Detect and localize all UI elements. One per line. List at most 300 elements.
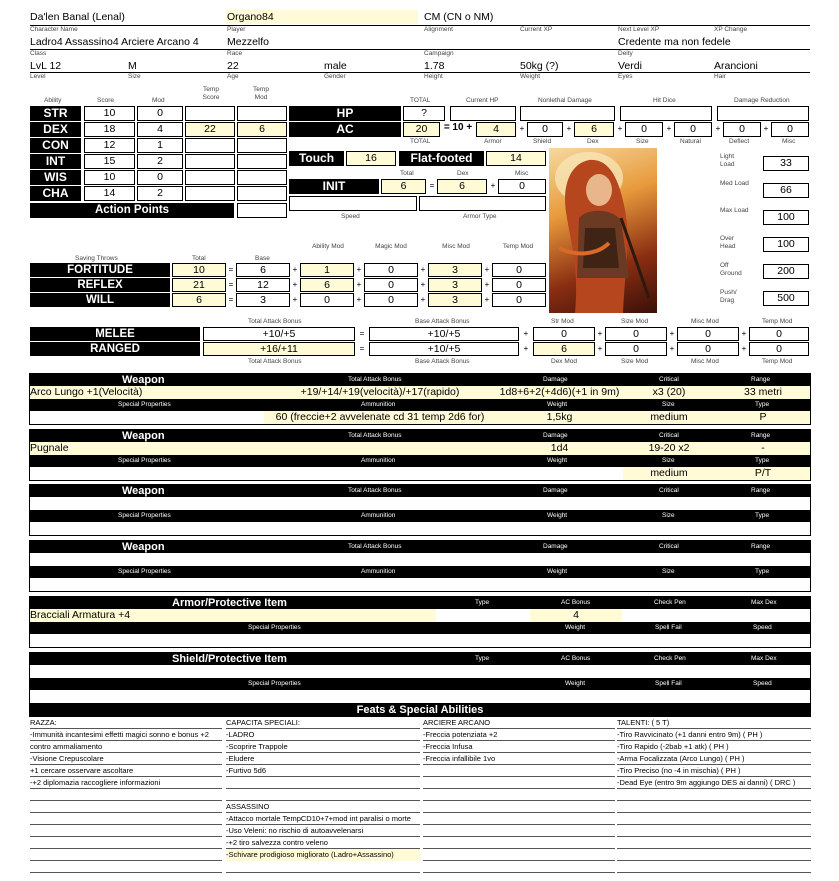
player-name[interactable]: Organo84 [227, 11, 274, 23]
weapon-title: Weapon [122, 541, 165, 553]
ftr-total-attack: Total Attack Bonus [248, 358, 302, 365]
portrait-illustration [549, 148, 657, 313]
character-hair[interactable]: Arancioni [714, 60, 758, 72]
weapon-damage[interactable]: 1d4 [550, 442, 569, 454]
character-eyes[interactable]: Verdi [618, 60, 642, 72]
character-gender[interactable]: male [324, 60, 347, 72]
initiative-dex[interactable]: 6 [437, 179, 487, 194]
lbl-ac-shield: Shield [533, 138, 552, 145]
feat-line: -LADRO [226, 730, 255, 739]
will-ability[interactable]: 0 [300, 293, 354, 307]
feat-line: TALENTI: ( 5 T) [617, 718, 670, 727]
ability-wis-label: WIS [30, 170, 81, 185]
melee-total[interactable]: +10/+5 [203, 327, 355, 341]
lbl-alignment: Alignment [424, 26, 453, 33]
ac-shield[interactable]: 0 [527, 122, 563, 137]
lbl-level: Level [30, 73, 46, 80]
reflex-magic[interactable]: 0 [364, 278, 418, 292]
feat-line: CAPACITA SPECIALI: [226, 718, 300, 727]
hdr-save-magic: Magic Mod [375, 243, 407, 250]
feat-line: -Freccia infallibile 1vo [423, 754, 496, 763]
con-mod[interactable]: 1 [137, 138, 183, 153]
feats-title: Feats & Special Abilities [29, 704, 811, 717]
feat-rule-line [617, 872, 811, 873]
feat-line: RAZZA: [30, 718, 57, 727]
lbl-weight: Weight [520, 73, 541, 80]
lbl-ac-natural: Natural [680, 138, 701, 145]
hdr-damage-reduction: Damage Reduction [734, 97, 790, 104]
lbl-special-properties: Special Properties [248, 680, 301, 687]
lbl-special-properties: Special Properties [248, 624, 301, 631]
op-plus: + [420, 280, 426, 289]
lbl-age: Age [227, 73, 239, 80]
hdr-total-attack: Total Attack Bonus [248, 318, 302, 325]
hdr-temp-score: Temp Score [202, 86, 220, 101]
feat-line: -Uso Veleni: no rischio di autoavvelenarsi [226, 826, 364, 835]
feat-rule-line [423, 776, 615, 777]
weapon-size[interactable]: medium [650, 467, 688, 479]
lbl-ac-bonus: AC Bonus [561, 655, 591, 662]
reflex-ability[interactable]: 6 [300, 278, 354, 292]
weapon-size[interactable]: medium [650, 411, 688, 423]
weapon-critical[interactable]: 19-20 x2 [648, 442, 690, 454]
weapon-weight[interactable]: 1,5kg [546, 411, 573, 423]
fortitude-base[interactable]: 6 [236, 263, 290, 277]
armor-name[interactable]: Bracciali Armatura +4 [30, 609, 131, 621]
hdr-saving-throws: Saving Throws [75, 255, 118, 262]
wis-mod[interactable]: 0 [137, 170, 183, 185]
feat-line: -+2 diplomazia raccogliere informazioni [30, 778, 161, 787]
lbl-critical: Critical [659, 543, 679, 550]
push-drag-label: Push/ Drag [720, 289, 737, 304]
feat-rule-line [617, 848, 811, 849]
weapon-block-4 [29, 540, 811, 592]
header-line-3 [30, 72, 810, 73]
lbl-range: Range [751, 432, 771, 439]
op-plus: + [484, 295, 490, 304]
weapon-header-bar [30, 485, 810, 497]
over-head-label: Over Head [720, 235, 736, 250]
lbl-type: Type [755, 512, 770, 519]
current-hp[interactable] [450, 106, 516, 121]
feat-line: -Attacco mortale TempCD10+7+mod int paralisi o morte [226, 814, 411, 823]
max-load-value[interactable]: 100 [763, 210, 809, 225]
lbl-ammunition: Ammunition [361, 512, 396, 519]
con-temp-score[interactable] [185, 138, 235, 153]
hdr-save-ability: Ability Mod [312, 243, 344, 250]
hdr-str-mod: Str Mod [551, 318, 574, 325]
lbl-weight: Weight [565, 680, 586, 687]
lbl-check-pen: Check Pen [654, 655, 686, 662]
fortitude-magic[interactable]: 0 [364, 263, 418, 277]
feat-rule-line [423, 812, 615, 813]
will-base[interactable]: 3 [236, 293, 290, 307]
op-equals: = [228, 295, 234, 304]
speed-field[interactable] [289, 196, 417, 211]
op-plus: + [292, 265, 298, 274]
action-points-label: Action Points [30, 203, 234, 218]
ability-str-label: STR [30, 106, 81, 121]
weapon-name[interactable]: Arco Lungo +1(Velocità) [30, 386, 143, 398]
op-plus: + [356, 280, 362, 289]
ac-natural[interactable]: 0 [674, 122, 712, 137]
ac-base-ten: = 10 + [443, 122, 473, 133]
wis-temp-score[interactable] [185, 170, 235, 185]
op-equals: = [359, 329, 365, 338]
lbl-ammunition: Ammunition [361, 568, 396, 575]
cha-score[interactable]: 14 [84, 186, 135, 201]
character-height[interactable]: 1.78 [424, 60, 445, 72]
fortitude-misc[interactable]: 3 [428, 263, 482, 277]
lbl-damage: Damage [543, 487, 568, 494]
weapon-subheader-bar [30, 399, 810, 411]
con-score[interactable]: 12 [84, 138, 135, 153]
weapon-name[interactable]: Pugnale [30, 442, 69, 454]
ac-label: AC [289, 122, 401, 137]
lbl-init-total: Total [400, 170, 414, 177]
lbl-deity: Deity [618, 50, 633, 57]
weapon-subheader-bar [30, 455, 810, 467]
med-load-value[interactable]: 66 [763, 183, 809, 198]
lbl-eyes: Eyes [618, 73, 633, 80]
melee-misc[interactable]: 0 [677, 327, 739, 341]
lbl-range: Range [751, 376, 771, 383]
ac-misc[interactable]: 0 [771, 122, 809, 137]
op-plus: + [715, 124, 721, 133]
lbl-height: Height [424, 73, 443, 80]
feat-line: -Tiro Preciso (no -4 in mischia) ( PH ) [617, 766, 741, 775]
lbl-size: Size [662, 512, 675, 519]
touch-ac[interactable]: 16 [346, 151, 396, 166]
will-temp[interactable]: 0 [492, 293, 546, 307]
over-head-value[interactable]: 100 [763, 237, 809, 252]
lbl-max-dex: Max Dex [751, 655, 777, 662]
str-mod[interactable]: 0 [137, 106, 183, 121]
character-size[interactable]: M [128, 60, 137, 72]
feat-line: -Arma Focalizzata (Arco Lungo) ( PH ) [617, 754, 745, 763]
con-temp-mod[interactable] [237, 138, 287, 153]
nonlethal-damage[interactable] [520, 106, 615, 121]
character-age[interactable]: 22 [227, 60, 239, 72]
character-level[interactable]: LvL 12 [30, 60, 62, 72]
hdr-hit-dice: Hit Dice [653, 97, 676, 104]
damage-reduction[interactable] [717, 106, 809, 121]
lbl-range: Range [751, 487, 771, 494]
initiative-total[interactable]: 6 [381, 179, 426, 194]
op-plus: + [597, 329, 603, 338]
lbl-ac-deflect: Deflect [729, 138, 750, 145]
lbl-critical: Critical [659, 487, 679, 494]
feat-rule-line [617, 824, 811, 825]
will-misc[interactable]: 3 [428, 293, 482, 307]
feat-line: -+2 tiro salvezza contro veleno [226, 838, 328, 847]
op-plus: + [484, 265, 490, 274]
ac-armor[interactable]: 4 [476, 122, 516, 137]
character-deity[interactable]: Credente ma non fedele [618, 36, 731, 48]
lbl-ac-armor: Armor [484, 138, 502, 145]
feat-line: ARCIERE ARCANO [423, 718, 491, 727]
lbl-total-attack: Total Attack Bonus [348, 376, 402, 383]
feat-line: -Eludere [226, 754, 255, 763]
lbl-ac-bonus: AC Bonus [561, 599, 591, 606]
ac-size[interactable]: 0 [625, 122, 663, 137]
lbl-weight: Weight [547, 457, 568, 464]
op-plus: + [420, 265, 426, 274]
hdr-misc-mod: Misc Mod [691, 318, 719, 325]
melee-base[interactable]: +10/+5 [369, 327, 519, 341]
ranged-dex[interactable]: 6 [533, 342, 595, 356]
op-equals: = [228, 280, 234, 289]
lbl-damage: Damage [543, 543, 568, 550]
dex-temp-mod[interactable]: 6 [237, 122, 287, 137]
lbl-next-xp: Next Level XP [618, 26, 660, 33]
ranged-base[interactable]: +10/+5 [369, 342, 519, 356]
max-load-label: Max Load [720, 207, 749, 214]
dex-mod[interactable]: 4 [137, 122, 183, 137]
op-plus: + [763, 124, 769, 133]
op-plus: + [356, 265, 362, 274]
flat-footed-ac[interactable]: 14 [486, 151, 546, 166]
dex-temp-score[interactable]: 22 [185, 122, 235, 137]
melee-str[interactable]: 0 [533, 327, 595, 341]
hp-total[interactable]: ? [403, 106, 445, 121]
weapon-title: Weapon [122, 374, 165, 386]
ability-int-label: INT [30, 154, 81, 169]
header-line-2 [30, 49, 810, 50]
hdr-base-attack: Base Attack Bonus [415, 318, 470, 325]
lbl-special-properties: Special Properties [118, 401, 171, 408]
lbl-class: Class [30, 50, 47, 57]
lbl-race: Race [227, 50, 243, 57]
hdr-score: Score [97, 97, 114, 104]
push-drag-value[interactable]: 500 [763, 291, 809, 306]
weapon-subheader-bar [30, 566, 810, 578]
shield-header-bar [30, 653, 810, 665]
feat-rule-line [617, 836, 811, 837]
light-load-value[interactable]: 33 [763, 156, 809, 171]
weapon-range[interactable]: - [761, 442, 765, 454]
feat-line: -Tiro Ravvicinato (+1 danni entro 9m) ( PH ) [617, 730, 763, 739]
lbl-speed: Speed [341, 213, 360, 220]
feat-line: -Schivare prodigioso migliorato (Ladro+Assassino) [226, 849, 420, 861]
lbl-special-properties: Special Properties [118, 568, 171, 575]
melee-label: MELEE [30, 327, 200, 341]
weapon-attack[interactable]: +19/+14/+19(velocità)/+17(rapido) [300, 386, 460, 398]
hp-label: HP [289, 106, 401, 121]
op-plus: + [669, 329, 675, 338]
wis-score[interactable]: 10 [84, 170, 135, 185]
ranged-misc[interactable]: 0 [677, 342, 739, 356]
armor-type-field[interactable] [419, 196, 546, 211]
hdr-total: TOTAL [410, 97, 431, 104]
lbl-ammunition: Ammunition [361, 401, 396, 408]
armor-subheader-bar [30, 622, 810, 634]
fortitude-total[interactable]: 10 [172, 263, 226, 277]
hit-dice[interactable] [620, 106, 712, 121]
feat-rule-line [30, 812, 222, 813]
lbl-max-dex: Max Dex [751, 599, 777, 606]
feat-rule-line [617, 860, 811, 861]
lbl-type: Type [755, 401, 770, 408]
weapon-type[interactable]: P [759, 411, 767, 423]
lbl-init-dex: Dex [457, 170, 469, 177]
action-points-value[interactable] [237, 203, 287, 218]
lbl-type: Type [755, 568, 770, 575]
feat-line: -Scoprire Trappole [226, 742, 288, 751]
op-plus: + [490, 181, 496, 190]
lbl-check-pen: Check Pen [654, 599, 686, 606]
weapon-header-bar [30, 374, 810, 386]
lbl-size: Size [128, 73, 141, 80]
lbl-ac-size: Size [636, 138, 649, 145]
character-portrait [549, 148, 657, 313]
lbl-weight: Weight [565, 624, 586, 631]
lbl-armor-type: Armor Type [463, 213, 497, 220]
will-label: WILL [30, 293, 170, 307]
flat-footed-label: Flat-footed [399, 151, 484, 166]
hdr-size-mod: Size Mod [621, 318, 649, 325]
ac-dex[interactable]: 6 [574, 122, 614, 137]
cha-mod[interactable]: 2 [137, 186, 183, 201]
med-load-label: Med Load [720, 180, 749, 187]
lbl-weight: Weight [547, 512, 568, 519]
ranged-size[interactable]: 0 [605, 342, 667, 356]
op-plus: + [523, 329, 529, 338]
dex-score[interactable]: 18 [84, 122, 135, 137]
off-ground-value[interactable]: 200 [763, 264, 809, 279]
initiative-misc[interactable]: 0 [498, 179, 546, 194]
wis-temp-mod[interactable] [237, 170, 287, 185]
weapon-damage[interactable]: 1d8+6+2(+4d6)(+1 in 9m) [499, 386, 620, 398]
character-class[interactable]: Ladro4 Assassino4 Arciere Arcano 4 [30, 36, 199, 48]
feat-line: -Freccia Infusa [423, 742, 473, 751]
op-plus: + [617, 124, 623, 133]
op-plus: + [356, 295, 362, 304]
feat-line: -Freccia potenziata +2 [423, 730, 498, 739]
lbl-critical: Critical [659, 432, 679, 439]
feat-rule-line [423, 788, 615, 789]
melee-temp[interactable]: 0 [749, 327, 809, 341]
fortitude-ability[interactable]: 1 [300, 263, 354, 277]
feat-line: ASSASSINO [226, 802, 270, 811]
ranged-temp[interactable]: 0 [749, 342, 809, 356]
feat-rule-line [423, 800, 615, 801]
lbl-armor-type: Type [475, 599, 490, 606]
lbl-special-properties: Special Properties [118, 457, 171, 464]
lbl-speed: Speed [753, 624, 772, 631]
weapon-block-2 [29, 429, 811, 481]
int-temp-mod[interactable] [237, 154, 287, 169]
int-temp-score[interactable] [185, 154, 235, 169]
ftr-misc-mod: Misc Mod [691, 358, 719, 365]
feat-line: +1 cercare osservare ascoltare [30, 766, 134, 775]
ranged-total[interactable]: +16/+11 [203, 342, 355, 356]
character-name[interactable]: Da'len Banal (Lenal) [30, 11, 125, 23]
lbl-ac-dex: Dex [587, 138, 599, 145]
weapon-type[interactable]: P/T [754, 467, 772, 479]
hdr-current-hp: Current HP [466, 97, 499, 104]
reflex-misc[interactable]: 3 [428, 278, 482, 292]
feat-rule-line [30, 848, 222, 849]
hdr-temp-mod: Temp Mod [762, 318, 793, 325]
op-plus: + [597, 344, 603, 353]
lbl-hair: Hair [714, 73, 726, 80]
header-line-1 [30, 25, 810, 26]
reflex-temp[interactable]: 0 [492, 278, 546, 292]
ability-con-label: CON [30, 138, 81, 153]
lbl-ac-misc: Misc [782, 138, 796, 145]
weapon-block-1 [29, 373, 811, 425]
hdr-ability: Ability [44, 97, 62, 104]
lbl-total-attack: Total Attack Bonus [348, 543, 402, 550]
melee-size[interactable]: 0 [605, 327, 667, 341]
op-plus: + [523, 344, 529, 353]
weapon-block-3 [29, 484, 811, 536]
int-score[interactable]: 15 [84, 154, 135, 169]
hdr-temp-mod: Temp Mod [253, 86, 269, 101]
lbl-shield-type: Type [475, 655, 490, 662]
ranged-label: RANGED [30, 342, 200, 356]
str-temp-mod[interactable] [237, 106, 287, 121]
op-plus: + [420, 295, 426, 304]
cha-temp-mod[interactable] [237, 186, 287, 201]
weapon-critical[interactable]: x3 (20) [652, 386, 686, 398]
feat-line: -Dead Eye (entro 9m aggiungo DES ai danni) ( DRC ) [617, 778, 796, 787]
armor-ac-bonus[interactable]: 4 [573, 609, 579, 621]
int-mod[interactable]: 2 [137, 154, 183, 169]
will-magic[interactable]: 0 [364, 293, 418, 307]
ac-deflect[interactable]: 0 [723, 122, 761, 137]
will-total[interactable]: 6 [172, 293, 226, 307]
op-equals: = [429, 181, 435, 190]
feat-line: -Tiro Rapido (-2bab +1 atk) ( PH ) [617, 742, 729, 751]
hdr-save-temp: Temp Mod [502, 243, 534, 250]
lbl-total-attack: Total Attack Bonus [348, 487, 402, 494]
feat-rule-line [30, 836, 222, 837]
feat-rule-line [423, 848, 615, 849]
lbl-gender: Gender [324, 73, 346, 80]
character-race[interactable]: Mezzelfo [227, 36, 270, 48]
feat-rule-line [423, 824, 615, 825]
lbl-weight: Weight [547, 568, 568, 575]
cha-temp-score[interactable] [185, 186, 235, 201]
str-temp-score[interactable] [185, 106, 235, 121]
off-ground-label: Off Ground [720, 262, 742, 277]
lbl-size: Size [662, 457, 675, 464]
reflex-total[interactable]: 21 [172, 278, 226, 292]
reflex-base[interactable]: 12 [236, 278, 290, 292]
lbl-size: Size [662, 568, 675, 575]
lbl-speed: Speed [753, 680, 772, 687]
feat-line: -Visione Crepuscolare [30, 754, 104, 763]
character-weight[interactable]: 50kg (?) [520, 60, 559, 72]
lbl-critical: Critical [659, 376, 679, 383]
lbl-xp-change: XP Change [714, 26, 748, 33]
ability-dex-label: DEX [30, 122, 81, 137]
lbl-character-name: Character Name [30, 26, 78, 33]
ftr-size-mod: Size Mod [621, 358, 649, 365]
weapon-range[interactable]: 33 metri [744, 386, 782, 398]
str-score[interactable]: 10 [84, 106, 135, 121]
weapon-ammunition[interactable]: 60 (freccie+2 avvelenate cd 31 temp 2d6 for) [275, 411, 485, 423]
feat-rule-line [30, 824, 222, 825]
alignment[interactable]: CM (CN o NM) [424, 11, 494, 23]
ftr-temp-mod: Temp Mod [762, 358, 793, 365]
fortitude-temp[interactable]: 0 [492, 263, 546, 277]
op-plus: + [484, 280, 490, 289]
fortitude-label: FORTITUDE [30, 263, 170, 277]
ac-total[interactable]: 20 [403, 122, 440, 137]
